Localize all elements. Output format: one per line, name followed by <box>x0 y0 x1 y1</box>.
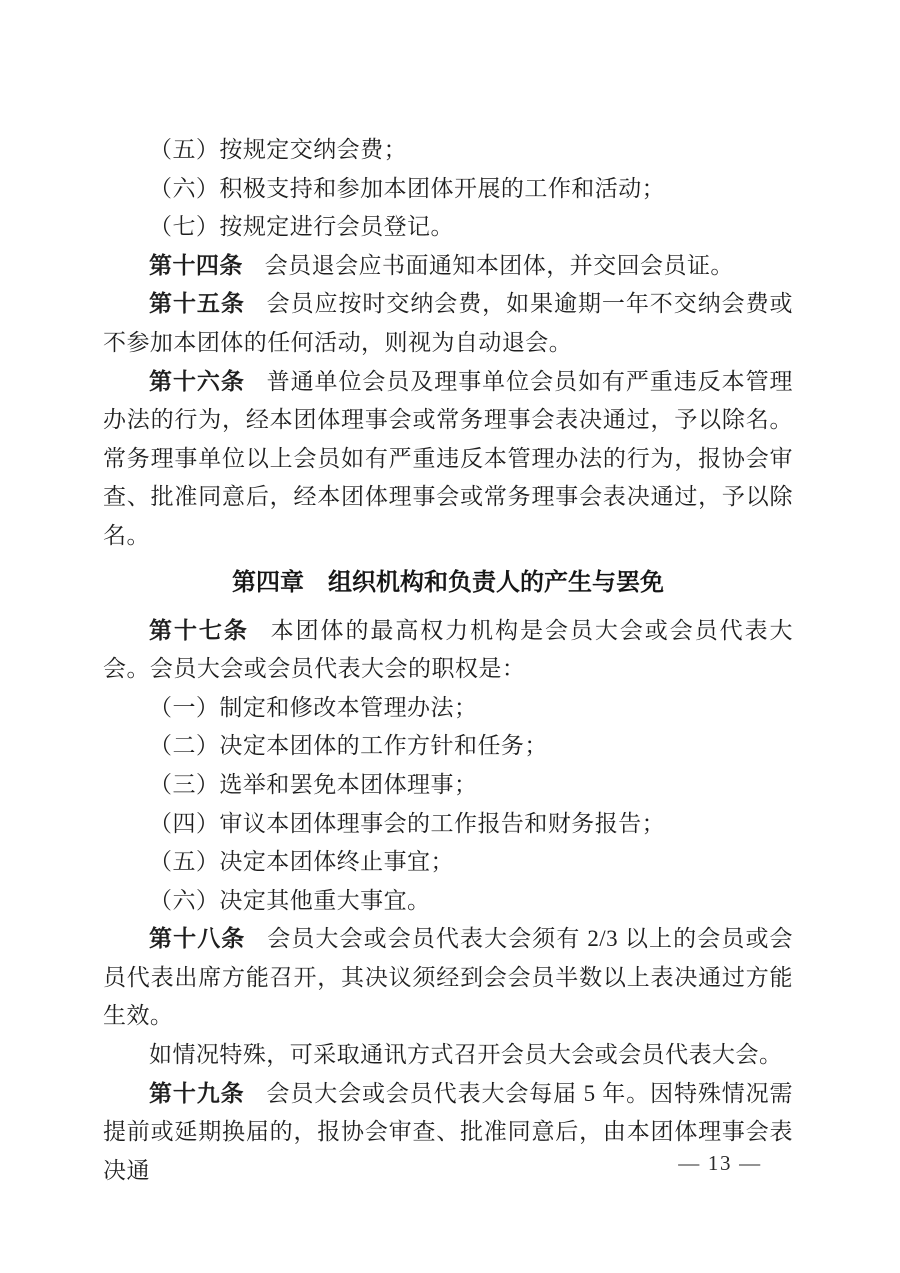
article-paragraph <box>103 285 793 362</box>
clause-item: （六）积极支持和参加本团体开展的工作和活动； <box>149 175 666 201</box>
article-text: 会员大会或会员代表大会须有 2/3 以上的会员或会员代表出席方能召开，其决议须经到会会员半数以上表决通过方能生效。 <box>103 926 793 1029</box>
body-paragraph: 如情况特殊，可采取通讯方式召开会员大会或会员代表大会。 <box>149 1042 783 1068</box>
clause-item: （一）制定和修改本管理办法； <box>149 694 478 720</box>
article-text: 本团体的最高权力机构是会员大会或会员代表大会。会员大会或会员代表大会的职权是： <box>103 617 793 682</box>
article-number: 第十六条 <box>149 368 245 394</box>
page-footer <box>650 1148 790 1178</box>
article-paragraph <box>103 920 793 1036</box>
article-text: 会员大会或会员代表大会每届 5 年。因特殊情况需提前或延期换届的，报协会审查、批准同意后，由本团体理事会表决通 <box>103 1080 793 1183</box>
clause-item: （五）决定本团体终止事宜； <box>149 849 454 875</box>
article-paragraph <box>103 612 793 689</box>
article-text: 会员退会应书面通知本团体，并交回会员证。 <box>264 252 734 278</box>
article-paragraph <box>103 363 793 556</box>
clause-item: （六）决定其他重大事宜。 <box>149 887 431 913</box>
article-number: 第十九条 <box>149 1080 245 1106</box>
article-number: 第十八条 <box>149 926 246 952</box>
article-number: 第十四条 <box>149 252 243 278</box>
document-body <box>103 131 793 1190</box>
article-paragraph <box>103 247 793 286</box>
chapter-heading: 第四章 组织机构和负责人的产生与罢免 <box>232 568 664 596</box>
clause-item: （七）按规定进行会员登记。 <box>149 214 454 240</box>
article-number: 第十七条 <box>149 617 249 643</box>
page-number: — 13 — <box>678 1151 762 1175</box>
clause-item: （三）选举和罢免本团体理事； <box>149 771 478 797</box>
article-text: 会员应按时交纳会费，如果逾期一年不交纳会费或不参加本团体的任何活动，则视为自动退会。 <box>103 291 793 355</box>
article-text: 普通单位会员及理事单位会员如有严重违反本管理办法的行为，经本团体理事会或常务理事会表决通过，予以除名。常务理事单位以上会员如有严重违反本管理办法的行为，报协会审查、批准同意后，经本团体理事会或常务理事会表决通过，予以除名。 <box>103 368 793 548</box>
clause-item: （二）决定本团体的工作方针和任务； <box>149 733 548 759</box>
clause-item: （四）审议本团体理事会的工作报告和财务报告； <box>149 810 666 836</box>
article-number: 第十五条 <box>149 291 245 317</box>
clause-item: （五）按规定交纳会费； <box>149 137 408 162</box>
